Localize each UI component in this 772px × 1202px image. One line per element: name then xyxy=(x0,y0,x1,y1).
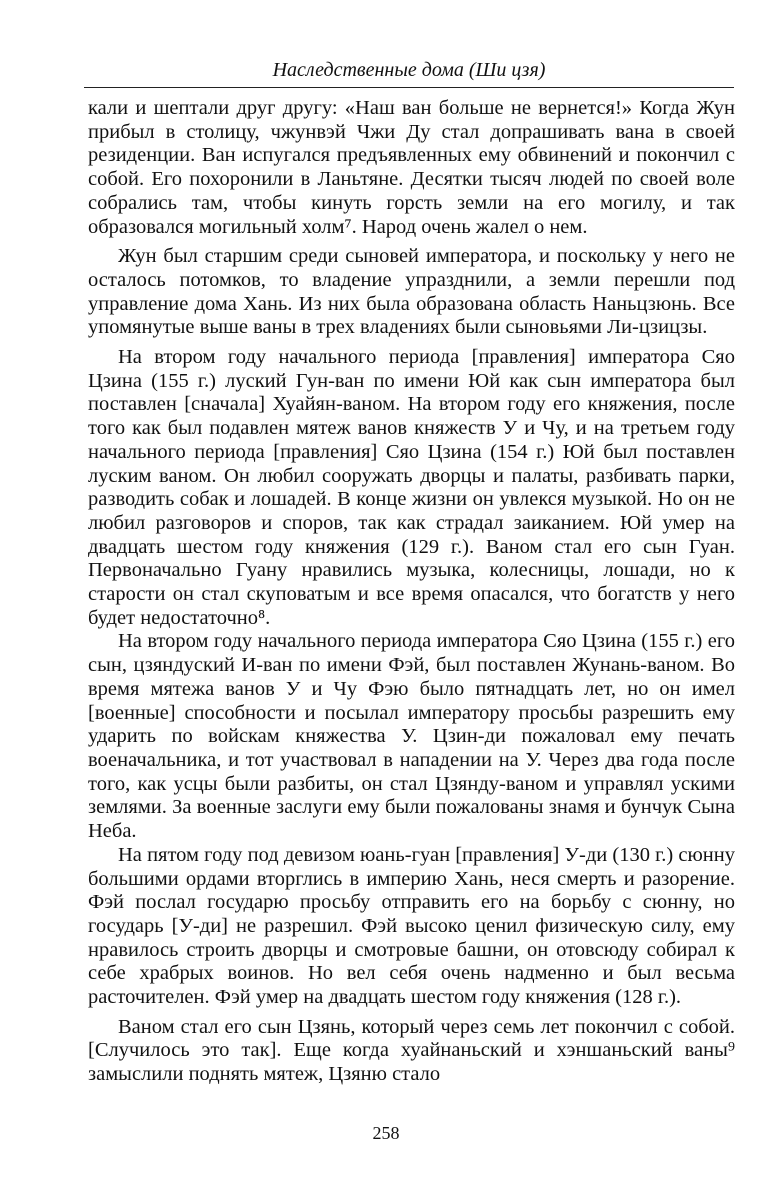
paragraph: На пятом году под девизом юань-гуан [правления] У-ди (130 г.) сюнну большими ордами вторглись в империю Хань, неся смерть и разорение. Фэй послал государю просьбу отправить его на борьбу с сюнну, но государь [У-ди] не разрешил. Фэй высоко ценил физическую силу, ему нравилось строить дворцы и смотровые башни, он отовсюду собирал к себе храбрых воинов. Но вел себя очень надменно и был весьма расточителен. Фэй умер на двадцать шестом году княжения (128 г.). xyxy=(88,843,735,1009)
running-header: Наследственные дома (Ши цзя) xyxy=(272,59,546,81)
header-rule xyxy=(84,87,734,88)
page-number: 258 xyxy=(372,1123,400,1143)
paragraph: На втором году начального периода императора Сяо Цзина (155 г.) его сын, цзяндуский И-ван по имени Фэй, был поставлен Жунань-ваном. Во время мятежа ванов У и Чу Фэю было пятнадцать лет, но он имел [военные] способности и посылал императору просьбы разрешить ему ударить по войскам княжества У. Цзин-ди пожаловал ему печать военачальника, и тот участвовал в нападении на У. Через два года после того, как усцы были разбиты, он стал Цзянду-ваном и управлял ускими землями. За военные заслуги ему были пожалованы знамя и бунчук Сына Неба. xyxy=(88,630,735,843)
paragraph: Ваном стал его сын Цзянь, который через семь лет покончил с собой. [Случилось это так]. Еще когда хуайнаньский и хэншаньский ваны⁹ замыслили поднять мятеж, Цзяню стало xyxy=(88,1015,735,1086)
body-text xyxy=(88,97,735,1087)
paragraph: Жун был старшим среди сыновей императора, и поскольку у него не осталось потомков, то владение упразднили, а земли перешли под управление дома Хань. Из них была образована область Наньцзюнь. Все упомянутые выше ваны в трех владениях были сыновьями Ли-цзицзы. xyxy=(88,245,735,339)
paragraph: кали и шептали друг другу: «Наш ван больше не вернется!» Когда Жун прибыл в столицу, чжунвэй Чжи Ду стал допрашивать вана в своей резиденции. Ван испугался предъявленных ему обвинений и покончил с собой. Его похоронили в Ланьтяне. Десятки тысяч людей по своей воле собрались там, чтобы кинуть горсть земли на его могилу, и так образовался могильный холм⁷. Народ очень жалел о нем. xyxy=(88,97,735,238)
paragraph: На втором году начального периода [правления] императора Сяо Цзина (155 г.) луский Гун-ван по имени Юй как сын императора был поставлен [сначала] Хуайян-ваном. На втором году его княжения, после того как был подавлен мятеж ванов княжеств У и Чу, и на третьем году начального периода [правления] Сяо Цзина (154 г.) Юй был поставлен луским ваном. Он любил сооружать дворцы и палаты, разбивать парки, разводить собак и лошадей. В конце жизни он увлекся музыкой. Но он не любил разговоров и споров, так как страдал заиканием. Юй умер на двадцать шестом году княжения (129 г.). Ваном стал его сын Гуан. Первоначально Гуану нравились музыка, колесницы, лошади, но к старости он стал скуповатым и все время опасался, что богатств у него будет недостаточно⁸. xyxy=(88,346,735,629)
